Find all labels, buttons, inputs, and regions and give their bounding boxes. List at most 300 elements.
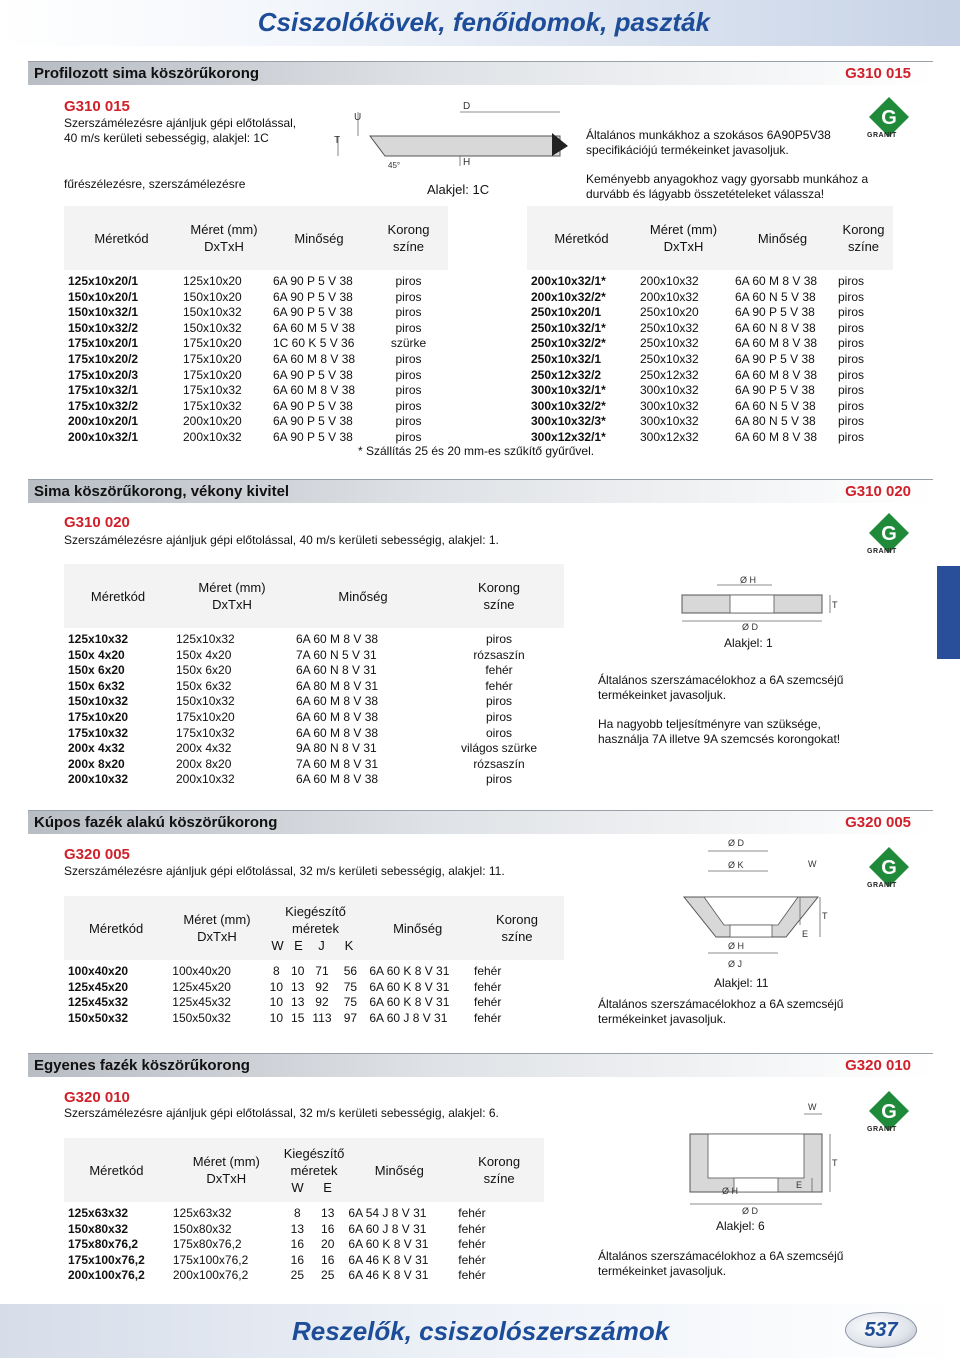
table-cell: 175x10x32 [176,725,235,740]
table-cell: 6A 80 N 5 V 38 [735,414,816,429]
section-title: Profilozott sima köszörűkorong [34,65,260,82]
hardness-note [586,172,868,202]
product-description [64,116,296,146]
table-cell: 92 [315,979,329,994]
table-cell: 6A 90 P 5 V 38 [273,414,353,429]
table-cell: 6A 90 P 5 V 38 [735,383,815,398]
table-cell: 200x 4x32 [68,741,125,756]
col-header-code: Méretkód [527,206,636,270]
product-description: Szerszámélezésre ajánljuk gépi előtolással, 32 m/s kerületi sebességig, alakjel: 11. [64,864,505,878]
table-cell: 150x 6x32 [176,678,232,693]
table-cell: 6A 90 P 5 V 38 [735,351,815,366]
angle-label: 45° [388,161,401,170]
table-row [64,352,448,368]
table-cell: piros [395,351,422,366]
table-cell: 6A 60 K 8 V 31 [369,979,450,994]
table-cell: 300x12x32/1* [531,429,606,444]
product-code: G320 005 [64,846,130,863]
table-row [64,270,448,290]
table-cell: 6A 46 K 8 V 31 [348,1268,429,1283]
table-cell: 6A 60 N 8 V 38 [735,320,816,335]
table-cell: 6A 90 P 5 V 38 [735,305,815,320]
note-line: termékeinket javasoljuk. [598,688,727,702]
dim-h-label: H [463,157,471,168]
table-row [64,1222,544,1238]
table-cell: 250x10x32/1* [531,320,606,335]
table-cell: 200x10x32/1* [531,274,606,288]
table-cell: 6A 60 M 8 V 38 [735,367,818,382]
product-table [64,1138,544,1284]
note-line: durvább és lágyabb összetételeket válassza! [586,187,825,201]
col-header-size: Méret (mm) DxTxH [636,206,731,270]
col-header-quality: Minőség [269,206,369,270]
table-cell: 150x10x32 [183,305,242,320]
table-cell: 25 [321,1268,335,1283]
table-cell: piros [485,709,512,724]
table-cell: 175x10x20 [176,709,235,724]
table-cell: fehér [485,663,513,678]
dim-w-label: W [808,859,817,869]
table-cell: 6A 80 M 8 V 31 [296,678,379,693]
col-header-color: Korong színe [454,1138,544,1202]
section-bar-g310-020 [28,479,933,503]
granit-logo-text: GRANIT [867,1126,897,1133]
table-cell: 6A 60 N 8 V 31 [296,663,377,678]
chapter-tab [937,566,960,659]
product-code: G310 020 [64,514,130,531]
table-cell: 6A 60 K 8 V 31 [369,995,450,1010]
table-cell: 6A 54 J 8 V 31 [348,1206,427,1220]
col-header-color: Korong színe [369,206,448,270]
table-row [64,1011,564,1027]
table-cell: 250x10x32 [640,320,699,335]
table-cell: 100x40x20 [172,964,231,978]
table-cell: 6A 60 K 8 V 31 [348,1237,429,1252]
table-row [64,679,564,695]
table-cell: 6A 60 M 8 V 38 [296,725,379,740]
dim-d-label: Ø D [728,838,745,848]
table-cell: fehér [458,1252,486,1267]
table-cell: 6A 60 M 8 V 38 [296,709,379,724]
table-cell: 7A 60 N 5 V 31 [296,647,377,662]
table-cell: 6A 60 J 8 V 31 [369,1010,448,1025]
table-cell: 10 [269,995,284,1010]
dim-t-label: T [832,1158,838,1168]
table-cell: rózsaszín [473,756,525,771]
table-cell: 175x10x32/1 [68,383,139,398]
table-cell: 200x10x32 [640,289,699,304]
table-cell: piros [838,429,865,444]
dim-u-label: U [354,112,362,123]
table-cell: 13 [291,979,305,994]
col-header-quality: Minőség [344,1138,454,1202]
table-cell: 250x12x32/2 [531,367,602,382]
col-header-color: Korong színe [434,564,564,628]
table-cell: 6A 90 P 5 V 38 [273,367,353,382]
table-cell: 6A 60 M 8 V 38 [735,429,818,444]
table-cell: piros [485,772,512,787]
table-cell: 10 [269,1010,284,1025]
table-cell: piros [838,383,865,398]
table-cell: 6A 60 M 8 V 38 [296,694,379,709]
dim-t-label: T [334,135,341,146]
page-header [0,0,960,46]
table-cell: fehér [458,1237,486,1252]
table-cell: 250x10x32 [640,351,699,366]
section-bar-g320-005 [28,810,933,834]
table-cell: 100x40x20 [68,964,129,978]
table-cell: 125x45x20 [172,979,231,994]
table-cell: rózsaszín [473,647,525,662]
section-title: Egyenes fazék köszörűkorong [34,1057,250,1074]
col-header-size: Méret (mm) DxTxH [168,896,265,960]
table-row [64,628,564,648]
table-row [527,270,893,290]
table-cell: piros [395,398,422,413]
table-cell: fehér [485,678,513,693]
table-cell: 175x10x20/2 [68,351,139,366]
col-header-size: Méret (mm) DxTxH [179,206,269,270]
table-cell: 150x10x20/1 [68,289,139,304]
table-cell: 125x45x32 [172,995,231,1010]
table-cell: 250x10x20 [640,305,699,320]
recommendation-note [598,1249,843,1279]
table-cell: 150x80x32 [172,1221,232,1236]
dim-h-label: Ø H [728,941,745,951]
section-bar-g310-015 [28,61,933,85]
table-cell: 200x 4x32 [176,741,232,756]
note-line: termékeinket javasoljuk. [598,1012,727,1026]
table-cell: 16 [290,1237,305,1252]
table-cell: 25 [290,1268,305,1283]
table-cell: piros [395,429,422,444]
table-cell: piros [838,414,865,429]
table-cell: 150x10x32 [183,320,242,335]
table-row [527,383,893,399]
table-cell: 200x10x20/1 [68,414,139,429]
table-cell: 125x10x20 [183,274,242,288]
dim-d-label: Ø D [742,622,759,632]
table-cell: piros [395,320,422,335]
product-table-left [64,206,448,446]
table-cell: 6A 90 P 5 V 38 [273,289,353,304]
table-cell: 175x10x20/1 [68,336,139,351]
granit-logo-text: GRANIT [867,882,897,889]
table-cell: 75 [343,979,358,994]
col-header-code: Méretkód [64,1138,169,1202]
table-cell: 200x100x76,2 [172,1268,249,1283]
table-cell: piros [395,305,422,320]
table-cell: 75 [343,995,358,1010]
table-row [64,1268,544,1284]
table-cell: 6A 90 P 5 V 38 [273,305,353,320]
note-line: specifikációjú termékeinket javasoljuk. [586,143,789,157]
section-code: G320 010 [845,1057,911,1074]
product-code: G320 010 [64,1089,130,1106]
table-cell: 6A 60 M 8 V 38 [296,632,379,646]
shape-label: Alakjel: 1C [427,182,490,197]
table-cell: oiros [485,725,512,740]
table-cell: 6A 60 N 5 V 38 [735,398,816,413]
table-cell: 175x100x76,2 [172,1252,249,1267]
table-cell: 200x10x32/2* [531,289,606,304]
table-cell: 150x50x32 [68,1010,129,1025]
dim-h-label: Ø H [722,1186,739,1196]
wheel-diagram-1 [672,573,842,635]
table-cell: 200x10x32 [176,772,235,787]
note-line: Általános szerszámacélokhoz a 6A szemcséjű [598,1249,844,1263]
table-cell: 125x45x20 [68,979,129,994]
table-cell: 20 [321,1237,335,1252]
table-row [527,321,893,337]
shape-label: Alakjel: 6 [716,1219,765,1233]
product-table-right [527,206,893,446]
table-cell: 9A 80 N 8 V 31 [296,741,377,756]
table-cell: 7A 60 M 8 V 31 [296,756,379,771]
table-cell: 250x10x32 [640,336,699,351]
dim-e-label: E [796,1180,803,1190]
table-cell: 300x10x32/2* [531,398,606,413]
table-cell: 6A 90 P 5 V 38 [273,429,353,444]
dim-t-label: T [822,911,828,921]
table-row [527,352,893,368]
table-row [64,694,564,710]
table-cell: 175x10x32 [68,725,129,740]
table-cell: 175x10x20 [183,351,242,366]
table-cell: piros [838,351,865,366]
table-cell: 92 [315,995,329,1010]
svg-text:G: G [881,1101,897,1123]
recommendation-note [598,673,843,703]
table-cell: 6A 60 M 8 V 38 [735,336,818,351]
table-cell: piros [838,305,865,320]
table-row [64,726,564,742]
svg-text:G: G [881,107,897,129]
table-row [64,757,564,773]
table-cell: fehér [458,1206,486,1220]
table-cell: piros [838,367,865,382]
table-row [64,414,448,430]
table-cell: 6A 60 K 8 V 31 [369,964,450,978]
table-row [64,305,448,321]
table-row [527,414,893,430]
note-line: Keményebb anyagokhoz vagy gyorsabb munkához a [586,172,869,186]
table-cell: 6A 60 M 8 V 38 [273,351,356,366]
table-cell: 200x10x20 [183,414,242,429]
table-row [64,1253,544,1269]
table-cell: 8 [272,964,280,978]
table-row [527,290,893,306]
table-cell: 125x63x32 [172,1206,232,1220]
table-cell: 200x10x32 [68,772,129,787]
table-cell: 175x10x32/2 [68,398,139,413]
product-table [64,896,564,1026]
table-row [64,399,448,415]
product-description: Szerszámélezésre ajánljuk gépi előtolással, 40 m/s kerületi sebességig, alakjel: 1. [64,533,499,547]
table-cell: 16 [290,1252,305,1267]
col-header-color: Korong színe [834,206,893,270]
svg-text:G: G [881,857,897,879]
section-code: G310 020 [845,483,911,500]
table-cell: piros [395,383,422,398]
table-cell: fehér [458,1221,486,1236]
table-cell: 175x10x20 [183,367,242,382]
table-cell: 175x80x76,2 [172,1237,242,1252]
table-cell: 200x 8x20 [176,756,232,771]
col-header-code: Méretkód [64,564,172,628]
dim-e-label: E [802,929,809,939]
table-cell: 300x10x32/1* [531,383,606,398]
table-cell: piros [395,289,422,304]
table-cell: 125x63x32 [68,1206,129,1220]
table-cell: 6A 90 P 5 V 38 [273,274,353,288]
table-cell: piros [485,694,512,709]
table-cell: 16 [321,1252,335,1267]
granit-logo-text: GRANIT [867,132,897,139]
table-row [527,305,893,321]
table-cell: 8 [294,1206,301,1220]
table-cell: 250x10x32/1 [531,351,602,366]
shape-label: Alakjel: 11 [714,976,769,990]
product-description: Szerszámélezésre ajánljuk gépi előtolással, 32 m/s kerületi sebességig, alakjel: 6. [64,1106,499,1120]
table-cell: piros [485,632,512,646]
desc-line: Szerszámélezésre ajánljuk gépi előtolással, [64,116,297,130]
table-cell: szürke [390,336,427,351]
svg-text:G: G [881,523,897,545]
col-header-extra: Kiegészítő méretek W E [284,1138,345,1202]
section-code: G310 015 [845,65,911,82]
dim-k-label: Ø K [728,860,744,870]
table-cell: piros [395,367,422,382]
table-row [64,290,448,306]
desc-line: 40 m/s kerületi sebességig, alakjel: 1C [64,131,269,145]
col-header-code: Méretkód [64,206,179,270]
dim-j-label: Ø J [728,959,743,969]
note-line: Ha nagyobb teljesítményre van szüksége, [598,717,821,731]
dim-d-label: Ø D [742,1206,759,1216]
table-cell: 200x 8x20 [68,756,125,771]
table-cell: 13 [290,1221,305,1236]
table-cell: 150x 6x20 [68,663,125,678]
table-cell: 300x10x32 [640,398,699,413]
table-cell: 6A 60 M 8 V 38 [273,383,356,398]
table-cell: piros [395,414,422,429]
wheel-diagram-11 [668,833,838,973]
table-cell: 15 [291,1010,305,1025]
shape-label: Alakjel: 1 [724,636,773,650]
note-line: termékeinket javasoljuk. [598,1264,727,1278]
footer-title: Reszelők, csiszolószerszámok [292,1316,670,1346]
section-title: Kúpos fazék alakú köszörűkorong [34,814,278,831]
table-cell: 97 [343,1010,358,1025]
table-cell: 16 [321,1221,335,1236]
table-cell: 150x10x32 [176,694,235,709]
col-header-extra: Kiegészítő méretek W E J K [266,896,366,960]
table-cell: 150x80x32 [68,1221,129,1236]
product-table [64,564,564,788]
table-cell: 6A 60 J 8 V 31 [348,1221,427,1236]
table-cell: 175x10x32 [183,398,242,413]
table-cell: fehér [458,1268,486,1283]
note-line: Általános munkákhoz a szokásos 6A90P5V38 [586,128,831,142]
table-cell: 300x10x32 [640,383,699,398]
footnote: * Szállítás 25 és 20 mm-es szűkítő gyűrűvel. [358,444,595,458]
table-row [64,960,564,980]
table-cell: 56 [343,964,358,978]
col-header-size: Méret (mm) DxTxH [172,564,292,628]
table-cell: piros [395,274,422,288]
table-cell: 150x 4x20 [68,647,125,662]
table-cell: 10 [269,979,284,994]
table-cell: 10 [291,964,305,978]
table-cell: piros [838,398,865,413]
note-line: használja 7A illetve 9A szemcsés korongokat! [598,732,841,746]
table-cell: 200x100x76,2 [68,1268,145,1283]
table-cell: 200x10x32/1 [68,429,139,444]
table-cell: 300x10x32 [640,414,699,429]
table-cell: piros [838,336,865,351]
table-cell: piros [838,289,865,304]
table-cell: 150x 6x32 [68,678,125,693]
table-cell: 150x10x32/1 [68,305,139,320]
table-cell: 6A 60 M 8 V 38 [735,274,818,288]
table-row [64,663,564,679]
table-cell: 13 [321,1206,335,1220]
table-cell: 125x10x32 [176,632,235,646]
table-cell: 250x10x20/1 [531,305,602,320]
table-cell: 6A 90 P 5 V 38 [273,398,353,413]
table-cell: 250x12x32 [640,367,699,382]
table-cell: 175x80x76,2 [68,1237,139,1252]
table-cell: 125x10x20/1 [68,274,139,288]
table-cell: piros [838,320,865,335]
dim-h-label: Ø H [740,575,757,585]
note-line: Általános szerszámacélokhoz a 6A szemcséjű [598,997,844,1011]
table-row [64,980,564,996]
table-cell: 113 [312,1010,332,1025]
table-cell: 13 [291,995,305,1010]
table-row [64,710,564,726]
table-cell: fehér [474,1010,502,1025]
table-cell: 250x10x32/2* [531,336,606,351]
dim-t-label: T [832,600,838,610]
table-row [527,368,893,384]
table-cell: 1C 60 K 5 V 36 [273,336,355,351]
table-cell: 6A 60 N 5 V 38 [735,289,816,304]
usage-text: fűrészélezésre, szerszámélezésre [64,177,246,191]
note-line: Általános szerszámacélokhoz a 6A szemcséjű [598,673,844,687]
table-row [64,995,564,1011]
table-cell: 150x10x32 [68,694,129,709]
col-header-size: Méret (mm) DxTxH [169,1138,284,1202]
page-title: Csiszolókövek, fenőidomok, paszták [257,7,710,37]
table-row [64,383,448,399]
page-number: 537 [845,1312,917,1348]
page-footer [0,1304,960,1358]
section-code: G320 005 [845,814,911,831]
table-row [64,648,564,664]
table-row [64,772,564,788]
table-cell: 125x45x32 [68,995,129,1010]
granit-logo-text: GRANIT [867,548,897,555]
col-header-quality: Minőség [731,206,834,270]
col-header-quality: Minőség [365,896,470,960]
table-row [64,741,564,757]
table-row [527,336,893,352]
table-row [64,1202,544,1222]
table-row [527,399,893,415]
recommendation-note [598,997,843,1027]
